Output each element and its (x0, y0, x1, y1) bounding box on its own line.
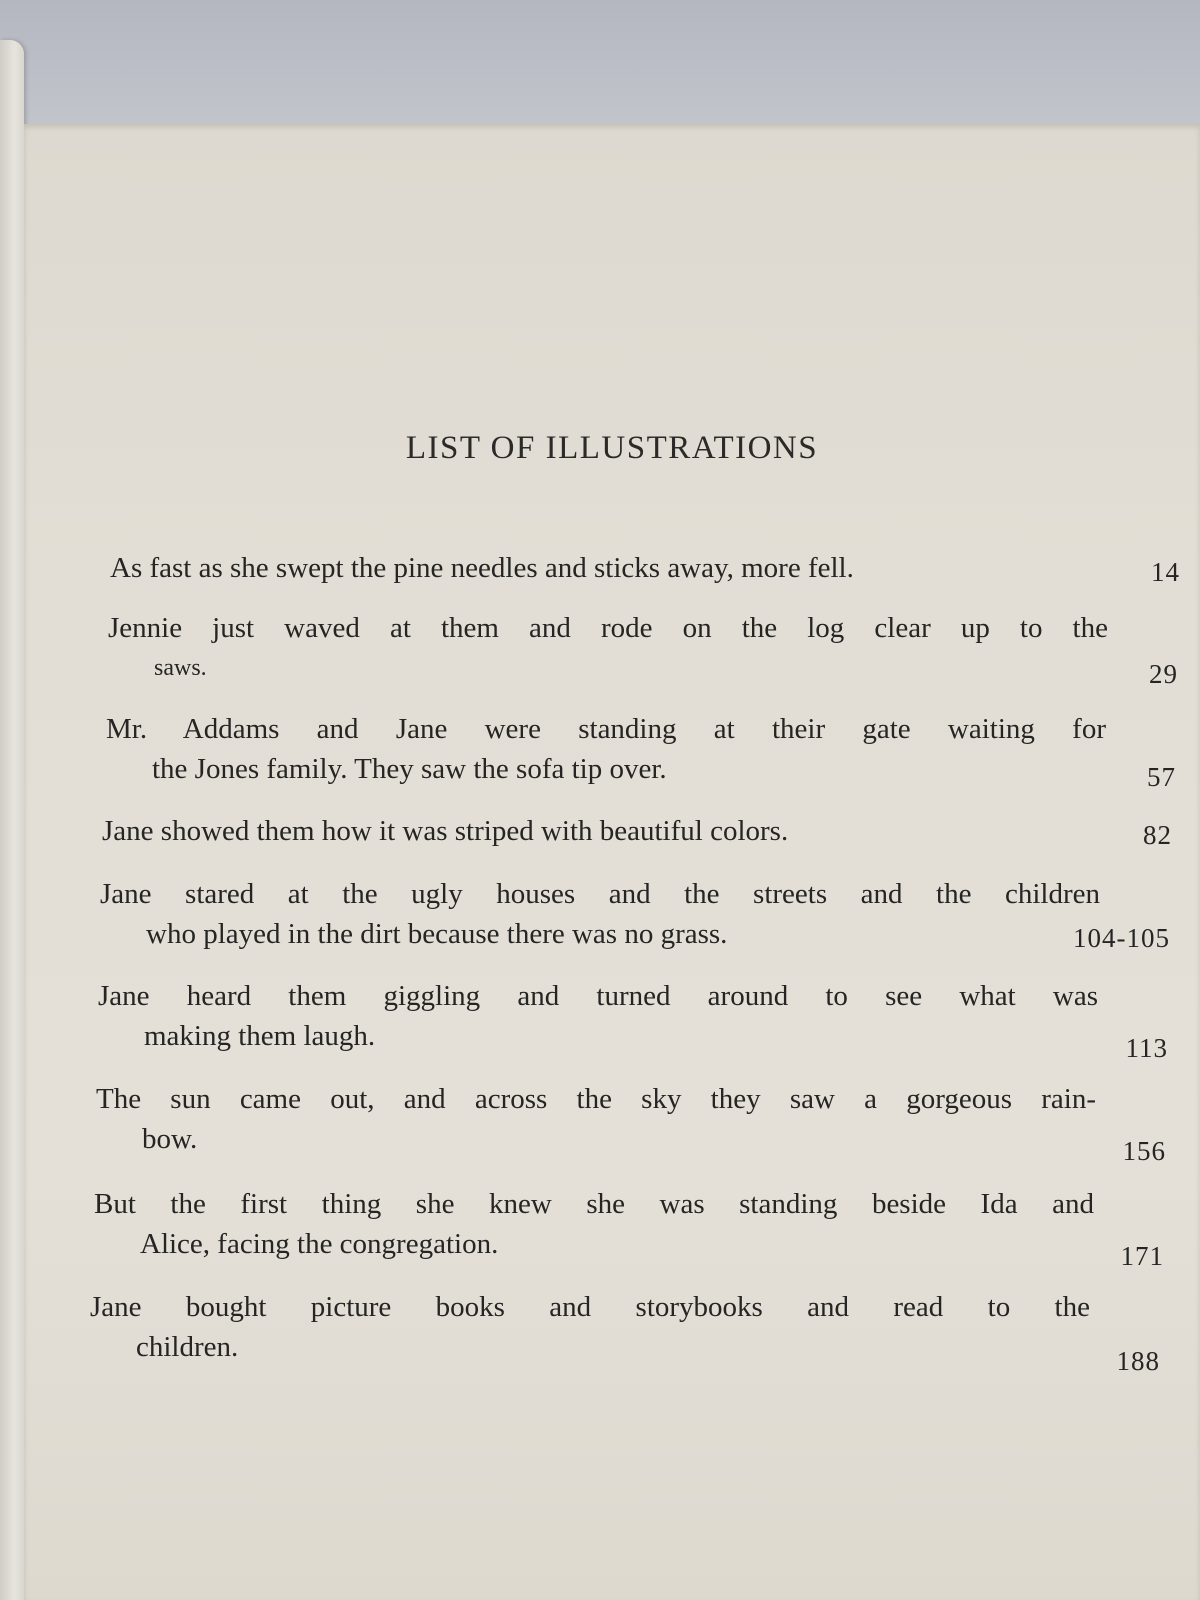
entry-caption: Jane stared at the ugly houses and the streets and the children (100, 878, 1100, 910)
entry-caption-continued: who played in the dirt because there was no grass. (146, 918, 728, 950)
entry-caption-continued: bow. (142, 1123, 198, 1155)
entry-caption: The sun came out, and across the sky they saw a gorgeous rain- (96, 1083, 1096, 1115)
list-item (102, 811, 1172, 851)
entry-caption: Jane heard them giggling and turned around to see what was (98, 980, 1098, 1012)
list-item (94, 1184, 1164, 1271)
entry-page-number: 82 (1143, 820, 1172, 850)
entry-caption: Mr. Addams and Jane were standing at their gate waiting for (106, 713, 1106, 745)
page-title: LIST OF ILLUSTRATIONS (405, 430, 819, 466)
entry-caption-continued: children. (136, 1331, 239, 1363)
entry-caption-continued: the Jones family. They saw the sofa tip over. (152, 753, 667, 785)
previous-page-edge (0, 40, 24, 1600)
entry-caption: As fast as she swept the pine needles and sticks away, more fell. (110, 552, 854, 584)
entry-page-number: 14 (1151, 557, 1180, 587)
entry-caption-continued: saws. (154, 655, 207, 681)
list-item (90, 1287, 1160, 1376)
entry-page-number: 113 (1125, 1033, 1168, 1063)
entry-caption: Jane bought picture books and storybooks and read to the (90, 1291, 1090, 1323)
list-item (98, 976, 1168, 1063)
entry-page-number: 29 (1149, 659, 1178, 689)
entry-caption: Jennie just waved at them and rode on the log clear up to the (108, 612, 1108, 644)
entry-caption: But the first thing she knew she was standing beside Ida and (94, 1188, 1094, 1220)
list-item (110, 548, 1180, 588)
background-surface (0, 0, 1200, 130)
entry-page-number: 104-105 (1073, 923, 1170, 953)
list-item (96, 1079, 1166, 1166)
entry-caption: Jane showed them how it was striped with beautiful colors. (102, 815, 789, 847)
list-item (106, 709, 1176, 792)
entry-page-number: 57 (1147, 762, 1176, 792)
entry-page-number: 156 (1122, 1136, 1166, 1166)
book-page (24, 124, 1200, 1600)
illustrations-list (24, 124, 1200, 1600)
entry-caption-continued: making them laugh. (144, 1020, 376, 1052)
entry-page-number: 188 (1116, 1346, 1160, 1376)
entry-page-number: 171 (1120, 1241, 1164, 1271)
list-item (108, 608, 1178, 689)
list-item (100, 874, 1170, 954)
entry-caption-continued: Alice, facing the congregation. (140, 1228, 499, 1260)
